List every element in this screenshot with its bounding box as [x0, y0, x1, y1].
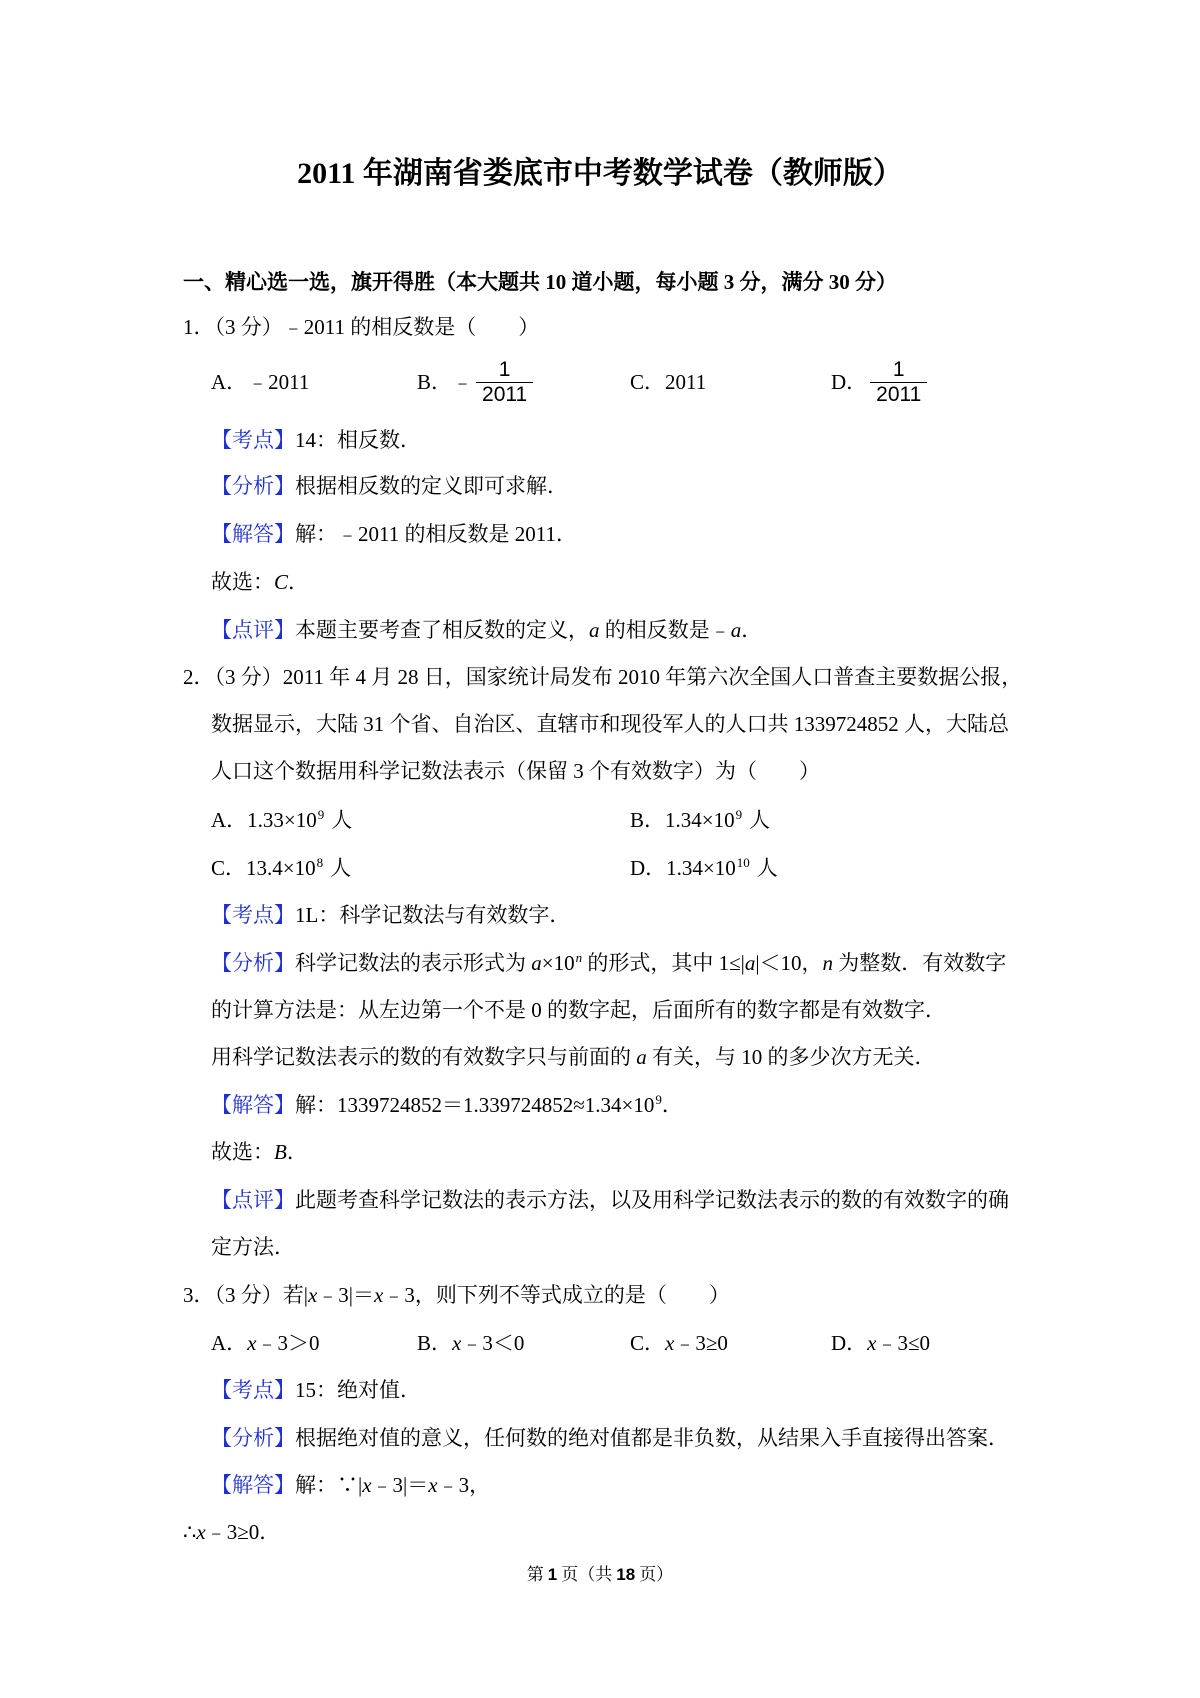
- dianping-text: 本题主要考查了相反数的定义，: [295, 618, 589, 642]
- jieda-tag: 【解答】: [211, 522, 295, 546]
- footer-page-number: 1: [547, 1565, 558, 1584]
- dianping-tag: 【点评】: [211, 618, 295, 642]
- fraction-numerator: 1: [892, 357, 905, 381]
- stem-text: ﹣3|＝: [317, 1283, 375, 1307]
- answer-line: [211, 1140, 308, 1164]
- option-a: [211, 1331, 320, 1355]
- math-variable: x: [247, 1331, 257, 1355]
- fenxi-text: 根据相反数的定义即可求解．: [295, 474, 568, 498]
- option-text: ﹣3＞0: [256, 1331, 320, 1355]
- option-letter: A．: [211, 1331, 248, 1355]
- option-unit: 人: [756, 856, 778, 880]
- kaodian-line: [211, 1378, 421, 1402]
- conclusion-line: [183, 1520, 280, 1544]
- math-variable: a: [636, 1045, 647, 1069]
- kaodian-line: [211, 903, 570, 927]
- math-variable: a: [744, 951, 756, 975]
- fenxi-continued: 的计算方法是：从左边第一个不是 0 的数字起，后面所有的数字都是有效数字．: [211, 998, 946, 1022]
- option-text: 2011: [665, 370, 707, 394]
- option-b: [630, 808, 770, 832]
- option-base: 1.34×10: [665, 808, 735, 832]
- fenxi-tag: 【分析】: [211, 951, 295, 975]
- stem-text: 3．（3 分）若|: [183, 1283, 308, 1307]
- math-variable: x: [374, 1283, 384, 1307]
- answer-prefix: 故选：: [211, 1140, 274, 1164]
- page-footer: [0, 1563, 1200, 1587]
- option-letter: D．: [630, 856, 667, 880]
- jieda-line: [211, 1473, 490, 1497]
- math-variable: x: [196, 1520, 206, 1544]
- jieda-text: ﹣3，: [437, 1473, 491, 1497]
- math-variable: x: [867, 1331, 877, 1355]
- option-exponent: 10: [736, 855, 750, 870]
- question-stem: [183, 1283, 730, 1307]
- option-letter: C．: [211, 856, 247, 880]
- math-variable: a: [531, 951, 542, 975]
- answer-prefix: 故选：: [211, 570, 274, 594]
- option-a: [211, 808, 352, 832]
- option-text: ﹣3≤0: [876, 1331, 931, 1355]
- dianping-continued: 定方法．: [211, 1235, 295, 1259]
- jieda-tag: 【解答】: [211, 1093, 295, 1117]
- math-variable: n: [822, 951, 834, 975]
- footer-middle: 页（共: [561, 1565, 613, 1584]
- option-letter: D．: [831, 370, 868, 394]
- question-stem: 2．（3 分）2011 年 4 月 28 日，国家统计局发布 2010 年第六次全国人口普查主要数据公报，: [183, 665, 1023, 689]
- option-letter: B．: [417, 370, 453, 394]
- fraction-numerator: 1: [498, 357, 511, 381]
- fraction: [870, 358, 927, 407]
- minus-sign: ﹣: [452, 370, 474, 394]
- conclusion-text: ﹣3≥0．: [205, 1520, 281, 1544]
- math-variable: a: [730, 618, 742, 642]
- jieda-line: [211, 1093, 683, 1117]
- footer-suffix: 页）: [639, 1565, 674, 1584]
- fenxi-text: 用科学记数法表示的数的有效数字只与前面的: [211, 1045, 637, 1069]
- dianping-text: 的相反数是﹣: [599, 618, 731, 642]
- footer-prefix: 第: [526, 1565, 544, 1584]
- kaodian-text: 1L：科学记数法与有效数字．: [295, 903, 571, 927]
- fenxi-text: 有关，与 10 的多少次方无关．: [646, 1045, 936, 1069]
- math-exponent: n: [575, 950, 583, 965]
- answer-choice: B: [274, 1140, 287, 1164]
- option-letter: A．: [211, 808, 248, 832]
- jieda-text: 解：1339724852＝1.339724852≈1.34×10: [295, 1093, 655, 1117]
- option-c: [630, 355, 706, 409]
- jieda-text: 解：∵|: [295, 1473, 363, 1497]
- math-exponent: 9: [655, 1092, 662, 1107]
- fenxi-line: [211, 951, 1006, 975]
- jieda-text: 解：﹣2011 的相反数是 2011．: [295, 522, 577, 546]
- answer-line: [211, 570, 309, 594]
- fenxi-text: 为整数．有效数字: [833, 951, 1007, 975]
- fenxi-continued: [211, 1045, 936, 1069]
- option-exponent: 9: [317, 807, 325, 822]
- option-b: [417, 355, 533, 409]
- math-variable: x: [428, 1473, 438, 1497]
- fenxi-text: 的形式，其中 1≤|: [582, 951, 745, 975]
- fenxi-line: [211, 474, 568, 498]
- option-letter: D．: [831, 1331, 868, 1355]
- option-d: [630, 856, 778, 880]
- jieda-line: [211, 522, 577, 546]
- kaodian-text: 14：相反数．: [295, 428, 421, 452]
- dianping-text: ．: [741, 618, 763, 642]
- fenxi-tag: 【分析】: [211, 474, 295, 498]
- kaodian-line: [211, 428, 421, 452]
- dianping-line: [211, 618, 762, 642]
- math-variable: x: [665, 1331, 675, 1355]
- section-heading: 一、精心选一选，旗开得胜（本大题共 10 道小题，每小题 3 分，满分 30 分）: [183, 270, 897, 294]
- option-text: ﹣2011: [247, 370, 310, 394]
- option-letter: C．: [630, 1331, 666, 1355]
- option-letter: A．: [211, 370, 248, 394]
- option-base: 1.34×10: [666, 856, 736, 880]
- answer-suffix: ．: [286, 1140, 308, 1164]
- option-letter: B．: [417, 1331, 453, 1355]
- kaodian-tag: 【考点】: [211, 1378, 295, 1402]
- jieda-tag: 【解答】: [211, 1473, 295, 1497]
- math-variable: a: [589, 618, 600, 642]
- kaodian-tag: 【考点】: [211, 903, 295, 927]
- option-b: [417, 1331, 524, 1355]
- question-stem: 1．（3 分）﹣2011 的相反数是（ ）: [183, 315, 540, 339]
- option-text: ﹣3＜0: [461, 1331, 525, 1355]
- dianping-tag: 【点评】: [211, 1188, 295, 1212]
- option-exponent: 9: [735, 807, 743, 822]
- option-d: [831, 1331, 930, 1355]
- fraction: [476, 358, 533, 407]
- answer-choice: C: [274, 570, 289, 594]
- question-stem-continued: 人口这个数据用科学记数法表示（保留 3 个有效数字）为（ ）: [211, 759, 820, 783]
- footer-total-pages: 18: [616, 1565, 636, 1584]
- option-unit: 人: [331, 808, 353, 832]
- fenxi-text: |＜10，: [755, 951, 823, 975]
- option-exponent: 8: [316, 855, 324, 870]
- math-variable: x: [452, 1331, 462, 1355]
- option-c: [211, 856, 351, 880]
- math-variable: x: [307, 1283, 318, 1307]
- jieda-text: ﹣3|＝: [371, 1473, 429, 1497]
- therefore-text: ∴: [183, 1520, 197, 1544]
- option-c: [630, 1331, 728, 1355]
- stem-text: ﹣3，则下列不等式成立的是（ ）: [383, 1283, 730, 1307]
- option-d: [831, 355, 927, 409]
- option-letter: B．: [630, 808, 666, 832]
- question-stem-continued: 数据显示，大陆 31 个省、自治区、直辖市和现役军人的人口共 1339724852 人，大陆总: [211, 712, 1009, 736]
- option-letter: C．: [630, 370, 666, 394]
- fenxi-line: [211, 1426, 1009, 1450]
- option-text: ﹣3≥0: [674, 1331, 728, 1355]
- answer-suffix: ．: [288, 570, 310, 594]
- dianping-line: [211, 1188, 1009, 1212]
- math-variable: x: [362, 1473, 372, 1497]
- fraction-denominator: 2011: [476, 382, 533, 407]
- kaodian-text: 15：绝对值．: [295, 1378, 421, 1402]
- option-unit: 人: [330, 856, 352, 880]
- option-base: 13.4×10: [246, 856, 316, 880]
- fenxi-tag: 【分析】: [211, 1426, 295, 1450]
- option-a: [211, 355, 309, 409]
- fenxi-text: ×10: [541, 951, 575, 975]
- dianping-text: 此题考查科学记数法的表示方法，以及用科学记数法表示的数的有效数字的确: [295, 1188, 1009, 1212]
- kaodian-tag: 【考点】: [211, 428, 295, 452]
- fenxi-text: 科学记数法的表示形式为: [295, 951, 532, 975]
- fraction-denominator: 2011: [870, 382, 927, 407]
- option-unit: 人: [749, 808, 771, 832]
- fenxi-text: 根据绝对值的意义，任何数的绝对值都是非负数，从结果入手直接得出答案．: [295, 1426, 1009, 1450]
- page-title: 2011 年湖南省娄底市中考数学试卷（教师版）: [297, 157, 903, 190]
- jieda-text: ．: [661, 1093, 683, 1117]
- option-base: 1.33×10: [247, 808, 317, 832]
